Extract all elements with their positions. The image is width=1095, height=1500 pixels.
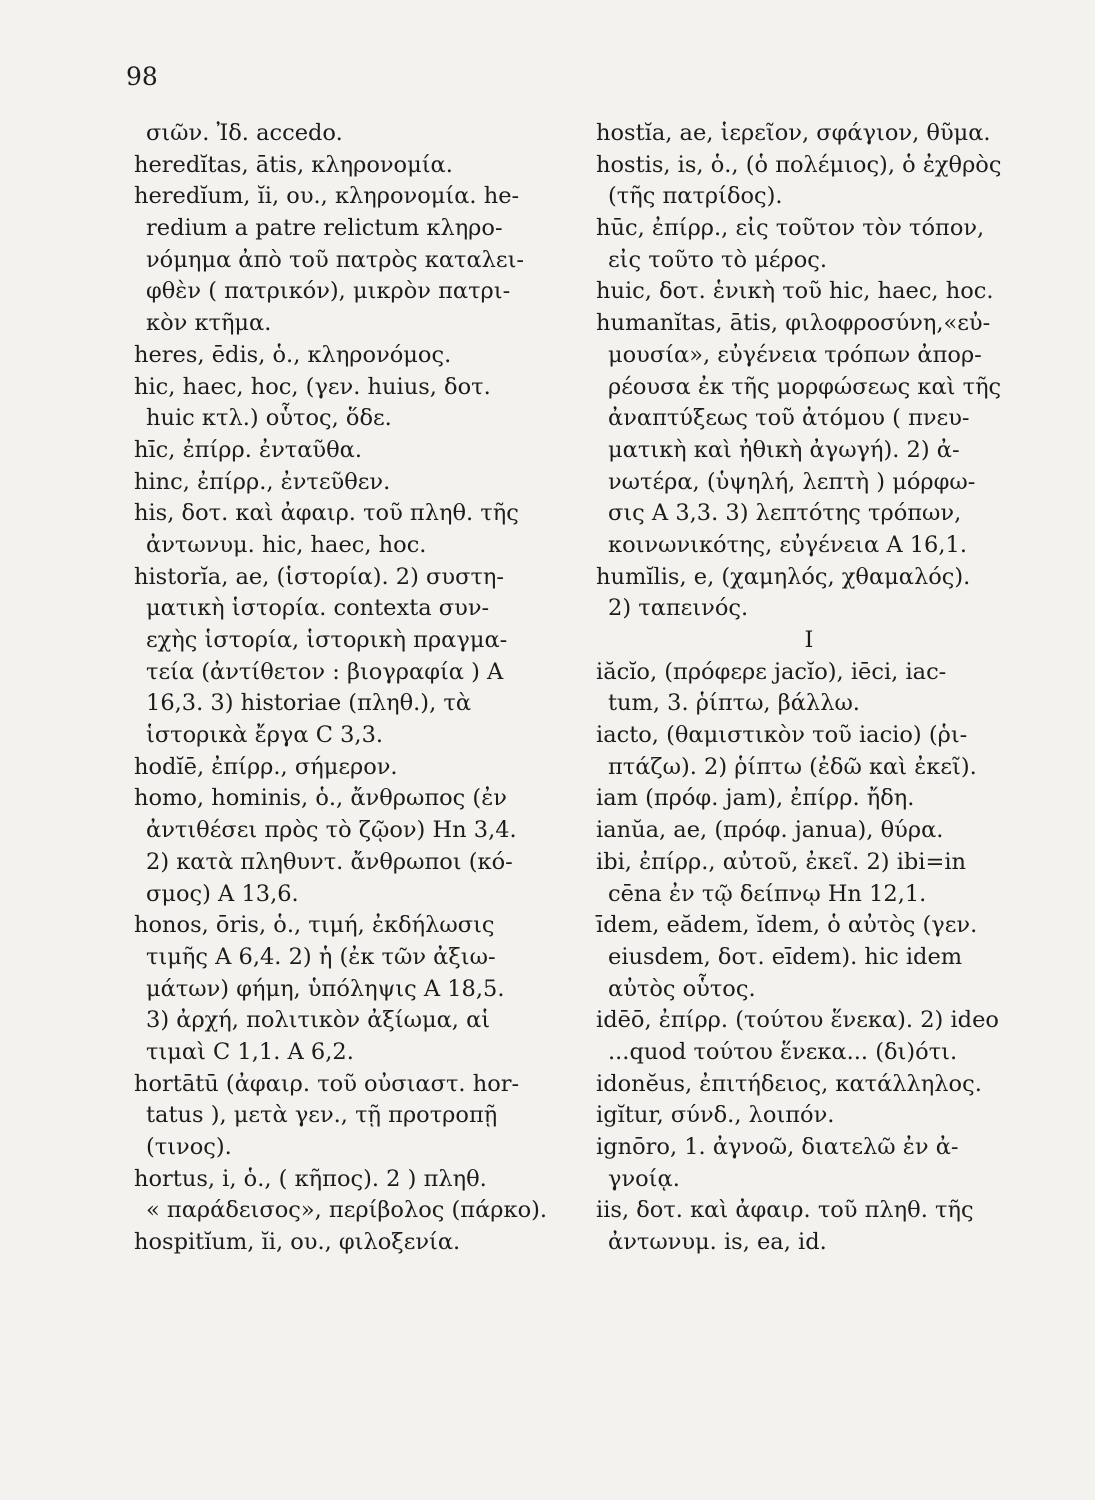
dictionary-line: « παράδεισος», περίβολος (πάρκο). xyxy=(146,1197,548,1224)
dictionary-line: ...quod τούτου ἕνεκα... (δι)ότι. xyxy=(608,1038,958,1065)
dictionary-line: hospitĭum, ĭi, ου., φιλοξενία. xyxy=(134,1229,461,1256)
dictionary-line: τεία (ἀντίθετον : βιογραφία ) A xyxy=(146,658,504,685)
dictionary-line: humanĭtas, ātis, φιλοφροσύνη,«εὐ- xyxy=(596,310,991,337)
dictionary-line: ignōro, 1. ἀγνοῶ, διατελῶ ἐν ἀ- xyxy=(596,1134,959,1160)
dictionary-line: honos, ōris, ὁ., τιμή, ἐκδήλωσις xyxy=(134,912,495,939)
section-letter-heading: I xyxy=(804,627,814,653)
dictionary-line: ματικὴ ἱστορία. contexta συν- xyxy=(146,595,490,622)
dictionary-line: ibi, ἐπίρρ., αὐτοῦ, ἐκεῖ. 2) ibi=in xyxy=(596,848,967,875)
dictionary-line: homo, hominis, ὁ., ἄνθρωπος (ἐν xyxy=(134,785,507,812)
dictionary-line: hostĭa, ae, ἱερεῖον, σφάγιον, θῦμα. xyxy=(596,120,991,146)
dictionary-line: κὸν κτῆμα. xyxy=(146,310,272,337)
dictionary-line: εἰς τοῦτο τὸ μέρος. xyxy=(608,246,828,273)
dictionary-line: γνοίᾳ. xyxy=(608,1165,680,1192)
left-column xyxy=(134,118,584,1259)
dictionary-line: hinc, ἐπίρρ., ἐντεῦθεν. xyxy=(134,468,391,495)
right-column xyxy=(596,118,1046,1259)
dictionary-line: humĭlis, e, (χαμηλός, χθαμαλός). xyxy=(596,563,971,590)
dictionary-line: (τῆς πατρίδος). xyxy=(608,183,783,210)
dictionary-line: hīc, ἐπίρρ. ἐνταῦθα. xyxy=(134,436,362,463)
dictionary-line: hortus, i, ὁ., ( κῆπος). 2 ) πληθ. xyxy=(134,1165,487,1192)
dictionary-line: 2) ταπεινός. xyxy=(608,595,749,622)
dictionary-line: tum, 3. ῥίπτω, βάλλω. xyxy=(608,690,860,717)
dictionary-line: ianŭa, ae, (πρόφ. janua), θύρα. xyxy=(596,817,944,844)
dictionary-line: hortātū (ἀφαιρ. τοῦ οὐσιαστ. hor- xyxy=(134,1070,520,1097)
dictionary-line: idēō, ἐπίρρ. (τούτου ἕνεκα). 2) ideo xyxy=(596,1007,999,1034)
dictionary-line: iis, δοτ. καὶ ἀφαιρ. τοῦ πληθ. τῆς xyxy=(596,1197,974,1224)
dictionary-line: tatus ), μετὰ γεν., τῇ προτροπῇ xyxy=(146,1102,498,1129)
dictionary-line: iacto, (θαμιστικὸν τοῦ iacio) (ῥι- xyxy=(596,722,968,749)
dictionary-line: ματικὴ καὶ ἠθικὴ ἀγωγή). 2) ἀ- xyxy=(608,436,960,463)
dictionary-line: αὐτὸς οὗτος. xyxy=(608,975,756,1002)
dictionary-line: cēna ἐν τῷ δείπνῳ Hn 12,1. xyxy=(608,880,927,907)
dictionary-line: igĭtur, σύνδ., λοιπόν. xyxy=(596,1102,835,1129)
dictionary-line: μάτων) φήμη, ὑπόληψις A 18,5. xyxy=(146,975,505,1002)
dictionary-line: ἀντωνυμ. hic, haec, hoc. xyxy=(146,531,427,558)
dictionary-line: huic, δοτ. ἑνικὴ τοῦ hic, haec, hoc. xyxy=(596,278,994,305)
dictionary-line: eiusdem, δοτ. eīdem). hic idem xyxy=(608,943,963,970)
dictionary-line: ρέουσα ἐκ τῆς μορφώσεως καὶ τῆς xyxy=(608,373,1002,400)
dictionary-line: heres, ēdis, ὁ., κληρονόμος. xyxy=(134,341,452,368)
dictionary-line: φθὲν ( πατρικόν), μικρὸν πατρι- xyxy=(146,278,511,305)
dictionary-line: iăcĭo, (πρόφερε jacĭo), iēci, iac- xyxy=(596,658,947,685)
dictionary-line: ἀναπτύξεως τοῦ ἀτόμου ( πνευ- xyxy=(608,405,970,432)
dictionary-line: 2) κατὰ πληθυντ. ἄνθρωποι (κό- xyxy=(146,848,513,875)
dictionary-line: σιῶν. Ἰδ. accedo. xyxy=(146,120,343,146)
dictionary-line: εχὴς ἱστορία, ἱστορικὴ πραγμα- xyxy=(146,627,508,653)
dictionary-line: σμος) A 13,6. xyxy=(146,880,299,907)
dictionary-line: κοινωνικότης, εὐγένεια A 16,1. xyxy=(608,531,967,558)
dictionary-line: ἱστορικὰ ἔργα C 3,3. xyxy=(146,722,384,749)
dictionary-line: τιμῆς A 6,4. 2) ἡ (ἐκ τῶν ἀξιω- xyxy=(146,943,496,970)
dictionary-line: hūc, ἐπίρρ., εἰς τοῦτον τὸν τόπον, xyxy=(596,215,985,242)
dictionary-line: νωτέρα, (ὑψηλή, λεπτὴ ) μόρφω- xyxy=(608,468,976,495)
dictionary-line: hic, haec, hoc, (γεν. huius, δοτ. xyxy=(134,373,491,400)
dictionary-line: īdem, eădem, ĭdem, ὁ αὐτὸς (γεν. xyxy=(596,912,978,939)
dictionary-line: πτάζω). 2) ῥίπτω (ἐδῶ καὶ ἐκεῖ). xyxy=(608,753,977,780)
dictionary-line: huic κτλ.) οὗτος, ὅδε. xyxy=(146,405,392,432)
dictionary-line: (τινος). xyxy=(146,1134,232,1160)
dictionary-line: τιμαὶ C 1,1. A 6,2. xyxy=(146,1038,354,1065)
dictionary-line: hostis, is, ὁ., (ὁ πολέμιος), ὁ ἐχθρὸς xyxy=(596,151,1002,178)
dictionary-line: hodĭē, ἐπίρρ., σήμερον. xyxy=(134,753,398,780)
dictionary-line: histоrĭa, ae, (ἱστορία). 2) συστη- xyxy=(134,563,504,590)
dictionary-line: σις A 3,3. 3) λεπτότης τρόπων, xyxy=(608,500,962,527)
dictionary-line: iam (πρόφ. jam), ἐπίρρ. ἤδη. xyxy=(596,785,915,812)
dictionary-line: heredĭum, ĭi, ου., κληρονομία. he- xyxy=(134,183,520,210)
dictionary-line: ἀντωνυμ. is, ea, id. xyxy=(608,1229,827,1256)
dictionary-line: 3) ἀρχή, πολιτικὸν ἀξίωμα, αἱ xyxy=(146,1007,491,1034)
dictionary-line: μουσία», εὐγένεια τρόπων ἀπορ- xyxy=(608,341,982,368)
dictionary-line: heredĭtas, ātis, κληρονομία. xyxy=(134,151,453,178)
dictionary-line: ἀντιθέσει πρὸς τὸ ζῷον) Hn 3,4. xyxy=(146,817,517,844)
dictionary-line: νόμημα ἀπὸ τοῦ πατρὸς καταλει- xyxy=(146,246,524,273)
page-number: 98 xyxy=(126,62,158,91)
dictionary-line: his, δοτ. καὶ ἀφαιρ. τοῦ πληθ. τῆς xyxy=(134,500,519,527)
dictionary-line: redium a patre relictum κληρο- xyxy=(146,215,503,242)
dictionary-line: idonĕus, ἐπιτήδειος, κατάλληλος. xyxy=(596,1070,982,1097)
dictionary-line: 16,3. 3) historiae (πληθ.), τὰ xyxy=(146,690,472,717)
